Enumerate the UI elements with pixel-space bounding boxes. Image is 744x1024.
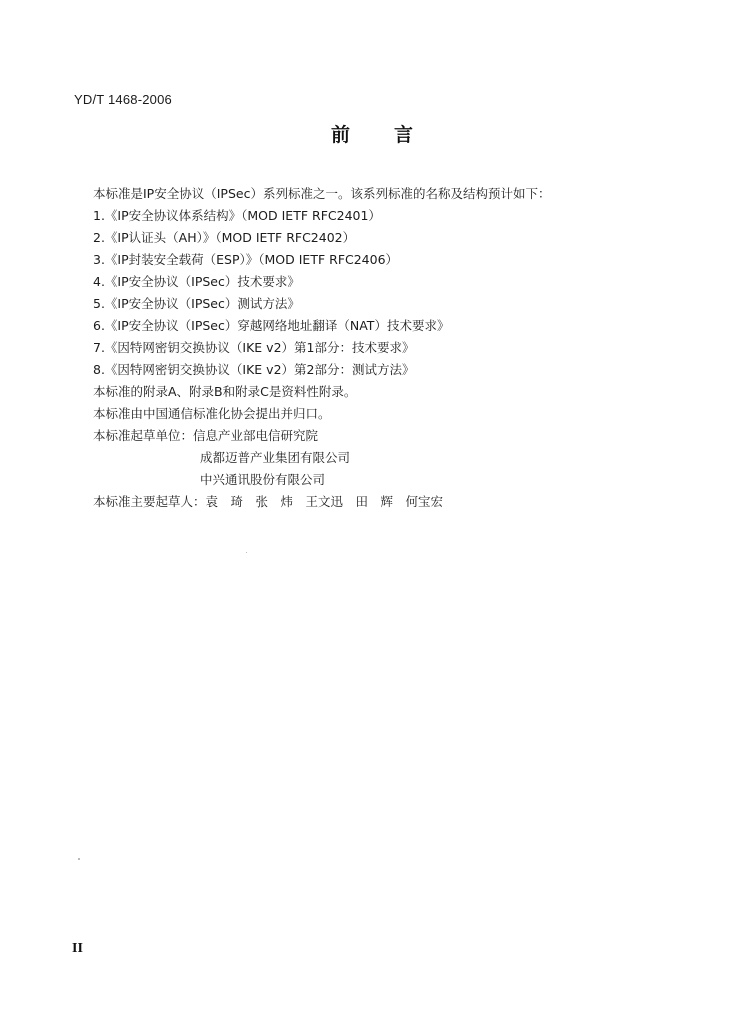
list-item: 4.《IP安全协议（IPSec）技术要求》: [93, 274, 300, 289]
page-title: 前言: [330, 124, 457, 146]
proposer-statement: 本标准由中国通信标准化协会提出并归口。: [93, 406, 331, 421]
list-item: 1.《IP安全协议体系结构》（MOD IETF RFC2401）: [93, 208, 381, 223]
document-code: YD/T 1468-2006: [74, 92, 172, 107]
list-item: 5.《IP安全协议（IPSec）测试方法》: [93, 296, 300, 311]
drafting-unit-continued: 中兴通讯股份有限公司: [200, 472, 326, 487]
list-item: 3.《IP封装安全载荷（ESP）》（MOD IETF RFC2406）: [93, 252, 399, 267]
intro-paragraph: 本标准是IP安全协议（IPSec）系列标准之一。该系列标准的名称及结构预计如下：: [93, 186, 551, 201]
drafting-unit-continued: 成都迈普产业集团有限公司: [200, 450, 351, 465]
appendix-statement: 本标准的附录A、附录B和附录C是资料性附录。: [93, 384, 357, 399]
drafters: 本标准主要起草人：袁 琦 张 炜 王文迅 田 辉 何宝宏: [93, 494, 444, 509]
list-item: 6.《IP安全协议（IPSec）穿越网络地址翻译（NAT）技术要求》: [93, 318, 450, 333]
scan-speck: [246, 552, 247, 553]
list-item: 2.《IP认证头（AH）》（MOD IETF RFC2402）: [93, 230, 356, 245]
list-item: 8.《因特网密钥交换协议（IKE v2）第2部分：测试方法》: [93, 362, 415, 377]
list-item: 7.《因特网密钥交换协议（IKE v2）第1部分：技术要求》: [93, 340, 415, 355]
page-number: II: [72, 941, 83, 956]
foreword-body: [93, 183, 693, 513]
drafting-unit: 本标准起草单位：信息产业部电信研究院: [93, 428, 319, 443]
scan-speck: [78, 858, 80, 860]
